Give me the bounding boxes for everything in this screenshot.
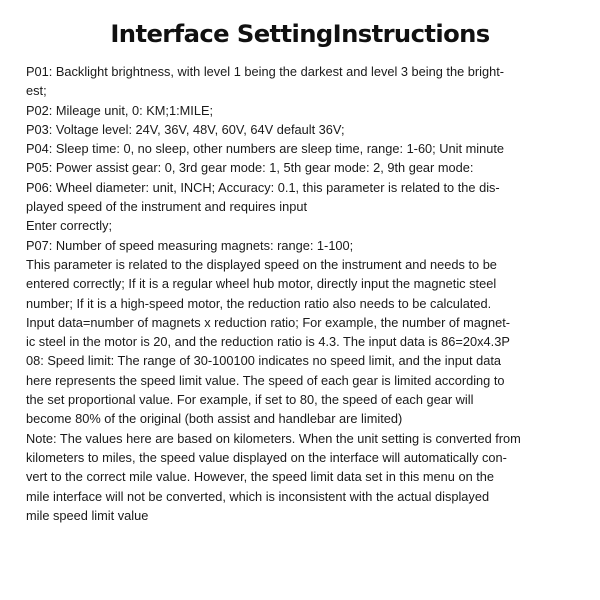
text-line: Enter correctly; (26, 218, 113, 234)
text-line: Note: The values here are based on kilometers. When the unit setting is converted from (26, 430, 521, 446)
text-line: P05: Power assist gear: 0, 3rd gear mode: 1, 5th gear mode: 2, 9th gear mode: (26, 160, 474, 176)
text-line: number; If it is a high-speed motor, the reduction ratio also needs to be calculated. (26, 295, 492, 311)
text-line: played speed of the instrument and requires input (26, 199, 308, 215)
text-line: Input data=number of magnets x reduction ratio; For example, the number of magnet- (26, 314, 511, 330)
text-line: here represents the speed limit value. The speed of each gear is limited according to (26, 372, 505, 388)
text-line: kilometers to miles, the speed value displayed on the interface will automatically con- (26, 449, 507, 465)
text-line: P06: Wheel diameter: unit, INCH; Accuracy: 0.1, this parameter is related to the dis- (26, 179, 500, 195)
page-title: Interface SettingInstructions (110, 19, 490, 48)
text-line: This parameter is related to the displayed speed on the instrument and needs to be (26, 256, 497, 272)
text-line: mile speed limit value (26, 507, 149, 523)
text-line: mile interface will not be converted, which is inconsistent with the actual displayed (26, 488, 490, 504)
text-line: vert to the correct mile value. However, the speed limit data set in this menu on the (26, 469, 495, 485)
instructions-body (26, 62, 582, 525)
text-line: entered correctly; If it is a regular wheel hub motor, directly input the magnetic steel (26, 276, 497, 292)
text-line: P01: Backlight brightness, with level 1 being the darkest and level 3 being the bright- (26, 64, 505, 79)
text-line: P03: Voltage level: 24V, 36V, 48V, 60V, 64V default 36V; (26, 121, 345, 137)
text-line: P04: Sleep time: 0, no sleep, other numbers are sleep time, range: 1-60; Unit minute (26, 141, 505, 157)
text-line: P02: Mileage unit, 0: KM;1:MILE; (26, 102, 214, 118)
text-line: P07: Number of speed measuring magnets: range: 1-100; (26, 237, 354, 253)
text-line: est; (26, 83, 47, 99)
text-line: ic steel in the motor is 20, and the reduction ratio is 4.3. The input data is 86=20x4.3P (26, 334, 510, 350)
text-line: become 80% of the original (both assist and handlebar are limited) (26, 411, 403, 427)
text-line: the set proportional value. For example, if set to 80, the speed of each gear will (26, 392, 474, 408)
text-line: 08: Speed limit: The range of 30-100100 indicates no speed limit, and the input data (26, 353, 501, 369)
